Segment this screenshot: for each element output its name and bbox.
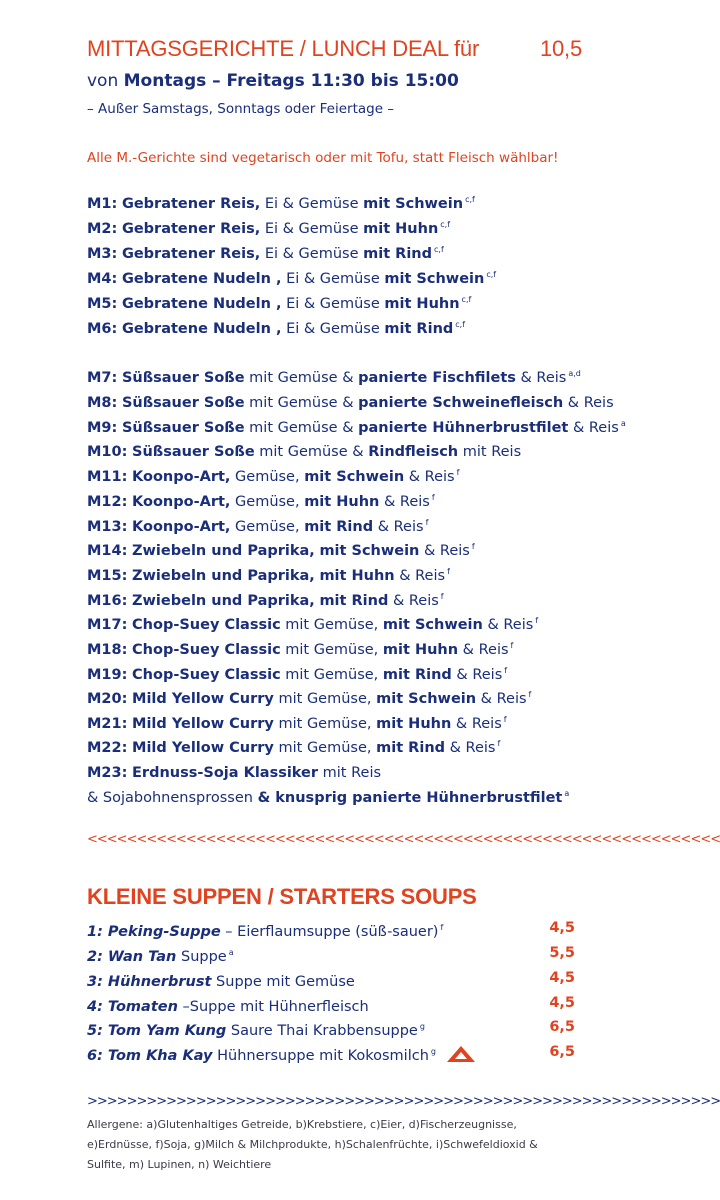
menu-item-detail: mit Gemüse & [244,395,359,411]
menu-item-dish: Chop-Suey Classic [132,617,281,633]
menu-item [87,388,616,410]
allergen-code: f [503,715,507,724]
lunch-title-text: MITTAGSGERICHTE / LUNCH DEAL für [87,36,480,61]
menu-item-side: & Reis [388,593,439,609]
allergen-code: f [431,493,435,502]
menu-item-code: M14: [87,543,128,559]
allergen-code: f [456,468,460,477]
menu-item [87,684,531,706]
vegetarian-note: Alle M.-Gerichte sind vegetarisch oder mit Tofu, statt Fleisch wählbar! [87,150,559,166]
menu-item-dish: Erdnuss-Soja Klassiker [132,765,319,781]
menu-item [87,437,523,459]
soup-price: 4,5 [549,970,575,986]
menu-item-dish: Gebratener Reis, [121,196,261,212]
menu-item-protein: panierte Hühnerbrustfilet [358,420,569,436]
menu-item-dish: Chop-Suey Classic [132,667,281,683]
menu-item-code: M5: [87,296,118,312]
lunch-price: 10,5 [539,36,582,61]
menu-item-protein: mit Rind [363,246,433,262]
menu-item-protein: mit Huhn [363,221,439,237]
soup-name: 1: Peking-Suppe [87,924,221,940]
menu-item-code: M20: [87,691,128,707]
menu-item-detail: mit Gemüse & [254,444,369,460]
menu-item [87,189,475,211]
menu-item-dish: Süßsauer Soße [132,444,255,460]
menu-item-side: & Reis [451,667,503,683]
menu-item-protein: mit Schwein [363,196,464,212]
menu-item [87,536,475,558]
allergen-code: f [510,641,514,650]
allergen-code: c,f [440,220,451,229]
menu-item-code: M8: [87,395,118,411]
menu-item-detail: Ei & Gemüse [281,271,385,287]
menu-item-protein: mit Schwein [384,271,485,287]
allergen-code: f [504,666,508,675]
hours-prefix: von [87,71,124,91]
navy-divider: >>>>>>>>>>>>>>>>>>>>>>>>>>>>>>>>>>>>>>>>>>>>>>>>>>>>>>>>>>>>>>>> [87,1094,720,1109]
menu-item-protein: mit Schwein [319,543,420,559]
allergen-code: g [419,1022,425,1031]
menu-item-dish: Süßsauer Soße [121,420,245,436]
menu-item-detail: Ei & Gemüse [281,321,385,337]
allergen-code: c,f [461,295,472,304]
menu-item-detail: Ei & Gemüse [281,296,385,312]
menu-item-code: M10: [87,444,128,460]
menu-item-detail: mit Gemüse & [244,420,359,436]
allergen-code: f [440,592,444,601]
soup-item [87,917,575,939]
menu-item-protein: mit Rind [319,593,389,609]
menu-item-protein: mit Rind [304,519,374,535]
menu-item-detail: mit Gemüse, [273,691,377,707]
menu-item-code: M9: [87,420,118,436]
soup-description: Hühnersuppe mit Kokosmilch [212,1048,429,1064]
soup-description: Suppe [176,949,227,965]
menu-item-side: & Reis [379,494,430,510]
menu-item-protein: mit Rind [382,667,452,683]
menu-item-dish: Süßsauer Soße [121,395,245,411]
menu-item-protein: mit Schwein [382,617,483,633]
allergen-code: a,d [568,369,581,378]
allergen-code: f [535,616,539,625]
menu-item-side: & Reis [394,568,446,584]
except-note: – Außer Samstags, Sonntags oder Feiertage – [87,101,395,117]
menu-item-detail: mit Gemüse, [273,740,377,756]
menu-item-protein: mit Huhn [384,296,460,312]
menu-item [87,462,459,484]
menu-item-detail: mit Gemüse, [280,667,383,683]
menu-item-code: M15: [87,568,128,584]
menu-item-code: M16: [87,593,128,609]
menu-item-dish: Gebratener Reis, [121,246,261,262]
menu-item-protein: mit Schwein [376,691,477,707]
menu-item-code: M4: [87,271,118,287]
menu-item-side: mit Reis [458,444,522,460]
menu-item-dish: Koonpo-Art, [132,519,231,535]
menu-item-detail: Ei & Gemüse [260,221,364,237]
menu-item-code: M2: [87,221,118,237]
hours-days: Montags – Freitags 11:30 bis 15:00 [123,71,459,91]
menu-item-dish: Mild Yellow Curry [132,716,274,732]
menu-item-code: M13: [87,519,128,535]
menu-item-detail: mit Reis [318,765,382,781]
allergen-legend: Allergene: a)Glutenhaltiges Getreide, b)Krebstiere, c)Eier, d)Fischerzeugnisse, e)Erdnüsse, f)Soja, g)Milch & Milchprodukte, h)Schalenfrüchte, i)Schwefeldioxid & Sulfite, m) Lupinen, n) Weichtiere [87,1118,538,1171]
soup-name: 3: Hühnerbrust [87,974,212,990]
menu-item [87,635,513,657]
allergen-code: a [228,948,234,957]
soup-price: 4,5 [549,995,575,1011]
menu-item-dish: Chop-Suey Classic [132,642,281,658]
menu-item [87,363,581,385]
soup-price: 6,5 [549,1019,575,1035]
menu-item-dish: Mild Yellow Curry [132,691,274,707]
menu-item-side: & Reis [568,420,619,436]
menu-item [87,733,500,755]
menu-item [87,610,538,632]
menu-item [87,512,428,534]
soup-price: 6,5 [549,1044,575,1060]
menu-item-protein: panierte Fischfilets [358,370,516,386]
allergen-code: a [564,789,570,798]
soup-item [87,1016,575,1038]
menu-item-dish: Zwiebeln und Paprika, [132,568,315,584]
menu-item-detail: Ei & Gemüse [260,196,364,212]
menu-item-dish: Zwiebeln und Paprika, [132,543,315,559]
menu-item [87,586,444,608]
menu-item-side: & Reis [419,543,470,559]
menu-item [87,758,383,780]
allergen-code: f [425,518,429,527]
menu-item-detail: & Sojabohnensprossen [87,790,258,806]
menu-item-protein: mit Huhn [304,494,380,510]
soup-item [87,942,575,964]
allergen-code: c,f [434,245,444,254]
menu-item-protein: mit Huhn [376,716,452,732]
menu-item-code: M17: [87,617,128,633]
menu-item-side: & Reis [404,469,455,485]
menu-item-code: M22: [87,740,128,756]
menu-item [87,239,444,261]
menu-item-dish: Gebratene Nudeln , [121,321,282,337]
menu-item-detail: Ei & Gemüse [260,246,364,262]
soup-description: – Eierflaumsuppe (süß-sauer) [220,924,439,940]
lunch-hours [87,71,459,91]
menu-item [87,214,450,236]
menu-item [87,783,569,805]
menu-item-code: M12: [87,494,128,510]
soup-price: 5,5 [549,945,575,961]
menu-item-side: & Reis [373,519,424,535]
soup-name: 2: Wan Tan [87,949,177,965]
allergen-code: c,f [455,320,466,329]
menu-item-dish: Gebratene Nudeln , [121,271,282,287]
allergen-code: f [528,690,532,699]
menu-item-detail: mit Gemüse, [280,617,383,633]
red-divider: <<<<<<<<<<<<<<<<<<<<<<<<<<<<<<<<<<<<<<<<<<<<<<<<<<<<<<<<<<<<<<<< [87,832,720,847]
menu-item-side: & Reis [515,370,567,386]
menu-item-side: & Reis [458,642,509,658]
menu-item-side: & Reis [482,617,534,633]
menu-item-code: M19: [87,667,128,683]
soup-name: 4: Tomaten [87,999,178,1015]
menu-item-side: & Reis [476,691,527,707]
soups-title: KLEINE SUPPEN / STARTERS SOUPS [87,884,477,909]
menu-item-protein: Rindfleisch [368,444,459,460]
menu-item-dish: Koonpo-Art, [132,469,231,485]
allergen-code: f [471,542,475,551]
menu-item-code: M18: [87,642,128,658]
allergen-code: a [620,419,626,428]
soup-description: Suppe mit Gemüse [211,974,355,990]
menu-item [87,413,626,435]
menu-item-side: & Reis [563,395,614,411]
menu-item-code: M21: [87,716,128,732]
allergen-code: f [440,923,444,932]
soup-name: 5: Tom Yam Kung [87,1023,227,1039]
menu-item-detail: mit Gemüse, [273,716,377,732]
menu-item [87,289,471,311]
menu-item-dish: Gebratene Nudeln , [121,296,282,312]
menu-item-dish: Koonpo-Art, [132,494,231,510]
menu-item-detail: mit Gemüse, [280,642,383,658]
soup-description: Saure Thai Krabbensuppe [226,1023,418,1039]
menu-item [87,561,450,583]
menu-item-code: M1: [87,196,118,212]
soup-price: 4,5 [549,920,575,936]
menu-item-protein: mit Rind [376,740,446,756]
menu-item-dish: Süßsauer Soße [121,370,245,386]
menu-item-protein: mit Huhn [319,568,395,584]
menu-item [87,264,496,286]
soup-description: –Suppe mit Hühnerfleisch [177,999,369,1015]
menu-item-code: M23: [87,765,128,781]
allergen-code: c,f [465,195,475,204]
soup-name: 6: Tom Kha Kay [87,1048,213,1064]
menu-item-protein: & knusprig panierte Hühnerbrustfilet [257,790,563,806]
menu-item [87,660,507,682]
menu-item-code: M11: [87,469,128,485]
menu-item-protein: mit Rind [384,321,454,337]
menu-item-code: M3: [87,246,118,262]
soup-item [87,992,575,1014]
menu-item-detail: Gemüse, [230,494,305,510]
soup-item [87,1041,575,1063]
menu-item-protein: panierte Schweinefleisch [358,395,564,411]
soup-item [87,967,575,989]
menu-item-dish: Gebratener Reis, [121,221,261,237]
allergen-code: f [497,739,501,748]
menu-item-code: M7: [87,370,118,386]
menu-item-protein: mit Huhn [382,642,459,658]
menu-item-dish: Mild Yellow Curry [132,740,274,756]
menu-item [87,487,435,509]
menu-item-detail: Gemüse, [230,469,305,485]
menu-item-code: M6: [87,321,118,337]
menu-item-dish: Zwiebeln und Paprika, [132,593,315,609]
menu-item [87,709,507,731]
allergen-code: g [430,1047,436,1056]
menu-item-side: & Reis [451,716,502,732]
allergen-code: c,f [486,270,497,279]
menu-item [87,314,465,336]
menu-item-detail: mit Gemüse & [244,370,359,386]
lunch-title [87,36,582,62]
allergen-code: f [447,567,450,576]
menu-item-protein: mit Schwein [304,469,405,485]
menu-item-detail: Gemüse, [230,519,305,535]
warning-triangle-icon [446,1045,476,1063]
menu-item-side: & Reis [445,740,496,756]
